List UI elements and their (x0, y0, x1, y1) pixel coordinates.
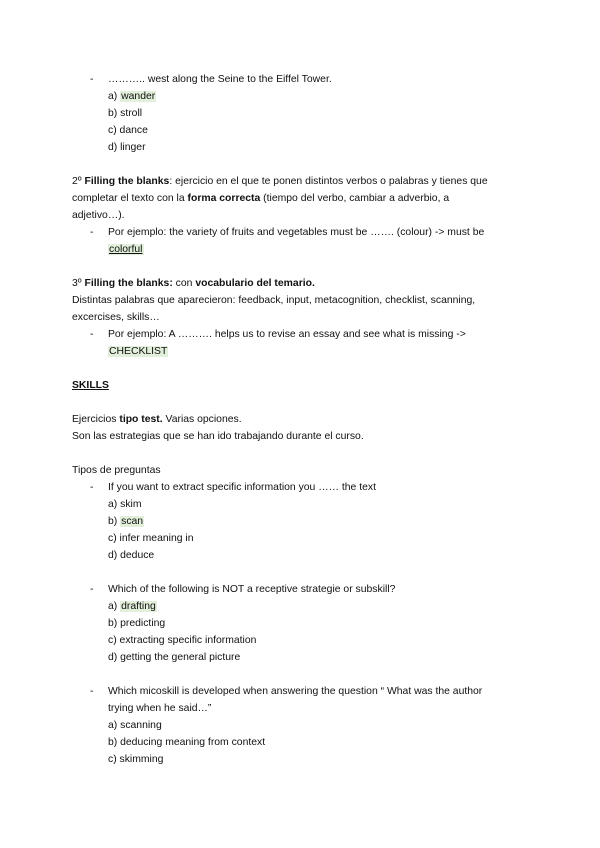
list-bullet: - (90, 482, 94, 493)
section-fill-3-title: 3º Filling the blanks: con vocabulario del temario. (72, 278, 315, 289)
option-d: d) deduce (108, 550, 155, 561)
option-a: a) skim (108, 499, 142, 510)
option-d: d) linger (108, 142, 146, 153)
option-b: b) stroll (108, 108, 143, 119)
correct-answer-highlight: colorful (109, 244, 143, 255)
example-answer (108, 243, 144, 257)
list-bullet: - (90, 74, 94, 85)
option-b: b) predicting (108, 618, 166, 629)
section-fill-3-text2: excercises, skills… (72, 312, 160, 323)
section-title: Filling the blanks (84, 176, 170, 187)
list-bullet: - (90, 584, 94, 595)
list-bullet: - (90, 686, 94, 697)
option-c: c) dance (108, 125, 148, 136)
correct-answer-highlight: drafting (121, 601, 156, 612)
question-stem: If you want to extract specific information you …… the text (108, 482, 376, 493)
skills-intro2: Son las estrategias que se han ido trabajando durante el curso. (72, 431, 364, 442)
option-a: a) wander (108, 91, 156, 102)
example-text: Por ejemplo: the variety of fruits and vegetables must be ……. (colour) -> must be (108, 227, 485, 238)
list-bullet: - (90, 329, 94, 340)
option-c: c) extracting specific information (108, 635, 257, 646)
section-fill-2-line1: 2º Filling the blanks: ejercicio en el que te ponen distintos verbos o palabras y tienes que (72, 176, 488, 187)
question-stem: ……….. west along the Seine to the Eiffel Tower. (108, 74, 332, 85)
option-c: c) infer meaning in (108, 533, 194, 544)
correct-answer-highlight: wander (121, 91, 156, 102)
question-stem: Which of the following is NOT a receptive strategie or subskill? (108, 584, 396, 595)
section-fill-2-line3: adjetivo…). (72, 210, 125, 221)
option-b: b) deducing meaning from context (108, 737, 266, 748)
skills-heading: SKILLS (72, 380, 109, 391)
option-c: c) skimming (108, 754, 164, 765)
option-b: b) scan (108, 516, 144, 527)
correct-answer-highlight: scan (121, 516, 144, 527)
skills-intro1: Ejercicios tipo test. Varias opciones. (72, 414, 242, 425)
question-types-label: Tipos de preguntas (72, 465, 161, 476)
example-text: Por ejemplo: A ………. helps us to revise an essay and see what is missing -> (108, 329, 466, 340)
list-bullet: - (90, 227, 94, 238)
question-stem-continued: trying when he said…” (108, 703, 212, 714)
example-answer (108, 345, 168, 359)
option-a: a) scanning (108, 720, 162, 731)
option-d: d) getting the general picture (108, 652, 241, 663)
option-a: a) drafting (108, 601, 156, 612)
section-fill-3-text1: Distintas palabras que aparecieron: feedback, input, metacognition, checklist, scanning, (72, 295, 476, 306)
question-stem: Which micoskill is developed when answering the question “ What was the author (108, 686, 483, 697)
correct-answer-highlight: CHECKLIST (109, 346, 168, 357)
section-fill-2-line2: completar el texto con la forma correcta (tiempo del verbo, cambiar a adverbio, a (72, 193, 450, 204)
